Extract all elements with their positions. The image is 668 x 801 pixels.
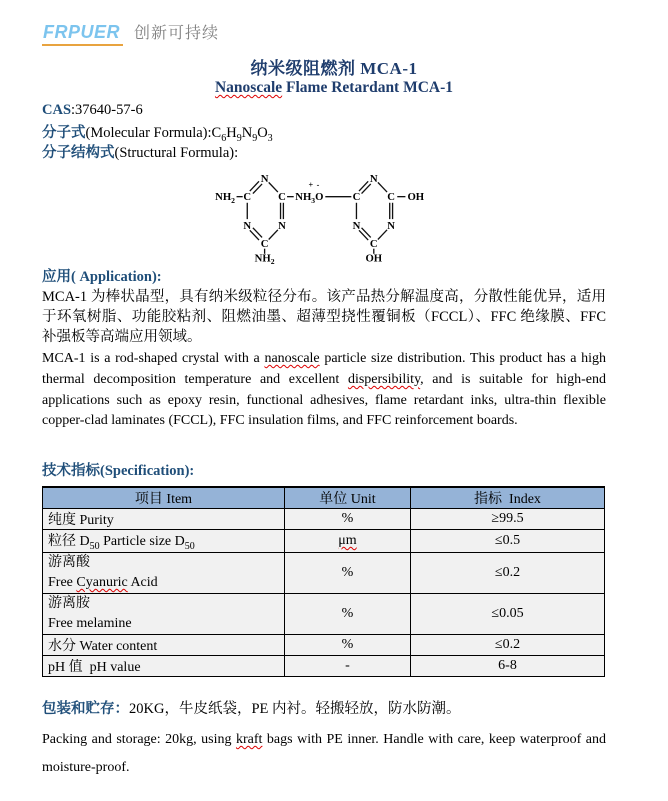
melamine-cyanurate-structure [204, 164, 464, 264]
cell-unit: % [285, 593, 411, 634]
chemical-structure-diagram [204, 164, 464, 264]
col-header-unit: 单位 Unit [285, 487, 411, 509]
page-title-en [0, 79, 668, 97]
table-row [43, 530, 605, 553]
cell-item: 游离酸 Free Cyanuric Acid [43, 552, 285, 593]
cell-index: 6-8 [411, 655, 605, 676]
page-title-zh: 纳米级阻燃剂 MCA-1 [250, 59, 418, 78]
atom-n: N [369, 172, 378, 185]
cell-item: 粒径 $D_{50}$ Particle size $D_{50}$ [43, 530, 285, 553]
cell-unit: - [285, 655, 411, 676]
cell-item: 纯度 Purity [43, 509, 285, 530]
charge-minus: - [316, 180, 320, 190]
atom-c: C [243, 191, 252, 204]
col-header-item: 项目 Item [43, 487, 285, 509]
formula-el: C [211, 125, 222, 141]
cas-label: CAS [42, 102, 72, 118]
app-en-text: particle size distribution. This product has a high thermal decomposition temperature and excellent [42, 351, 607, 387]
packing-text-zh: 20KG，牛皮纸袋，PE 内衬。轻搬轻放，防水防潮。 [129, 701, 461, 717]
atom-c: C [387, 191, 396, 204]
header-logo-row [42, 20, 219, 46]
formula-sub: 9 [236, 132, 242, 144]
cas-value: :37640-57-6 [71, 102, 143, 118]
col-header-index: 指标 Index [411, 487, 605, 509]
cell-unit: % [285, 509, 411, 530]
application-heading: 应用( Application): [42, 269, 162, 285]
application-paragraph-en [42, 349, 606, 432]
cell-unit: % [285, 634, 411, 655]
formula-el: O [257, 125, 268, 141]
application-paragraph-zh: MCA-1 为棒状晶型，具有纳米级粒径分布。该产品热分解温度高，分散性能优异，适用于环氧树脂、功能胶粘剂、阻燃油墨、超薄型挠性覆铜板（FCCL）、FFC 绝缘膜、FFC 补强板等高端应用领域。 [42, 289, 606, 345]
formula-sub: 9 [252, 132, 258, 144]
cell-index: ≤0.5 [411, 530, 605, 553]
structural-formula-line [42, 141, 238, 162]
table-row [43, 552, 605, 593]
app-en-text: , and is suitable for high-end applications such as epoxy resin, functional adhesives, flame retardant inks, ultra-thin flexible copper-clad laminates (FCCL), FFC insulation films, and FFC reinforcement boards. [42, 371, 607, 429]
formula-sub: 6 [221, 132, 227, 144]
group-oh: OH [407, 191, 425, 204]
atom-n: N [352, 219, 361, 232]
misspelled-word: kraft [235, 732, 263, 747]
molecular-formula-mid: (Molecular Formula): [85, 125, 212, 141]
atom-c: C [260, 238, 269, 251]
misspelled-word: dispersibility [347, 371, 421, 387]
app-en-text: MCA-1 is a rod-shaped crystal with a [42, 351, 265, 366]
formula-el: N [241, 125, 253, 141]
cell-item: 游离胺 Free melamine [43, 593, 285, 634]
atom-n: N [278, 219, 286, 232]
title-en-rest: Flame Retardant MCA-1 [282, 79, 454, 96]
atom-c: C [369, 238, 378, 251]
cas-line [42, 102, 143, 119]
atom-n: N [260, 172, 269, 185]
packing-heading: 包装和贮存： [42, 701, 129, 717]
misspelled-word: Cyanuric [76, 574, 128, 590]
atom-n: N [243, 219, 252, 232]
cell-index: ≤0.2 [411, 552, 605, 593]
packing-line-zh [42, 697, 461, 718]
group-nh2: $NH_2$ [215, 191, 236, 205]
charge-plus: + [308, 180, 314, 190]
cell-unit: % [285, 552, 411, 593]
packing-paragraph-en: Packing and storage: 20kg, using kraft bags with PE inner. Handle with care, keep waterproof and moisture-proof. [42, 732, 606, 775]
table-row [43, 634, 605, 655]
logo-tagline: 创新可持续 [134, 25, 220, 42]
table-row [43, 655, 605, 676]
table-row [43, 509, 605, 530]
group-oh: OH [365, 252, 383, 264]
specification-table [42, 486, 605, 677]
atom-n: N [387, 219, 396, 232]
cell-unit: μm [285, 530, 411, 553]
misspelled-word: nanoscale [264, 351, 320, 366]
cell-index: ≤0.2 [411, 634, 605, 655]
structural-formula-label: 分子结构式 [42, 145, 115, 161]
molecular-formula-label: 分子式 [42, 125, 86, 141]
atom-c: C [352, 191, 361, 204]
structural-formula-mid: (Structural Formula): [114, 145, 239, 161]
formula-el: H [226, 125, 237, 141]
group-nh2: $NH_2$ [254, 252, 275, 264]
group-nh3o: $NH_3O$ [295, 191, 324, 205]
title-word-nanoscale: Nanoscale [214, 79, 283, 96]
cell-index: ≤0.05 [411, 593, 605, 634]
atom-c: C [278, 191, 286, 204]
cell-item: 水分 Water content [43, 634, 285, 655]
cell-item: pH 值 pH value [43, 655, 285, 676]
table-header-row [43, 487, 605, 509]
cell-index: ≥99.5 [411, 509, 605, 530]
specification-heading: 技术指标(Specification): [42, 463, 195, 479]
frpuer-logo: FRPUER [42, 22, 123, 46]
formula-sub: 3 [267, 132, 273, 144]
table-row [43, 593, 605, 634]
